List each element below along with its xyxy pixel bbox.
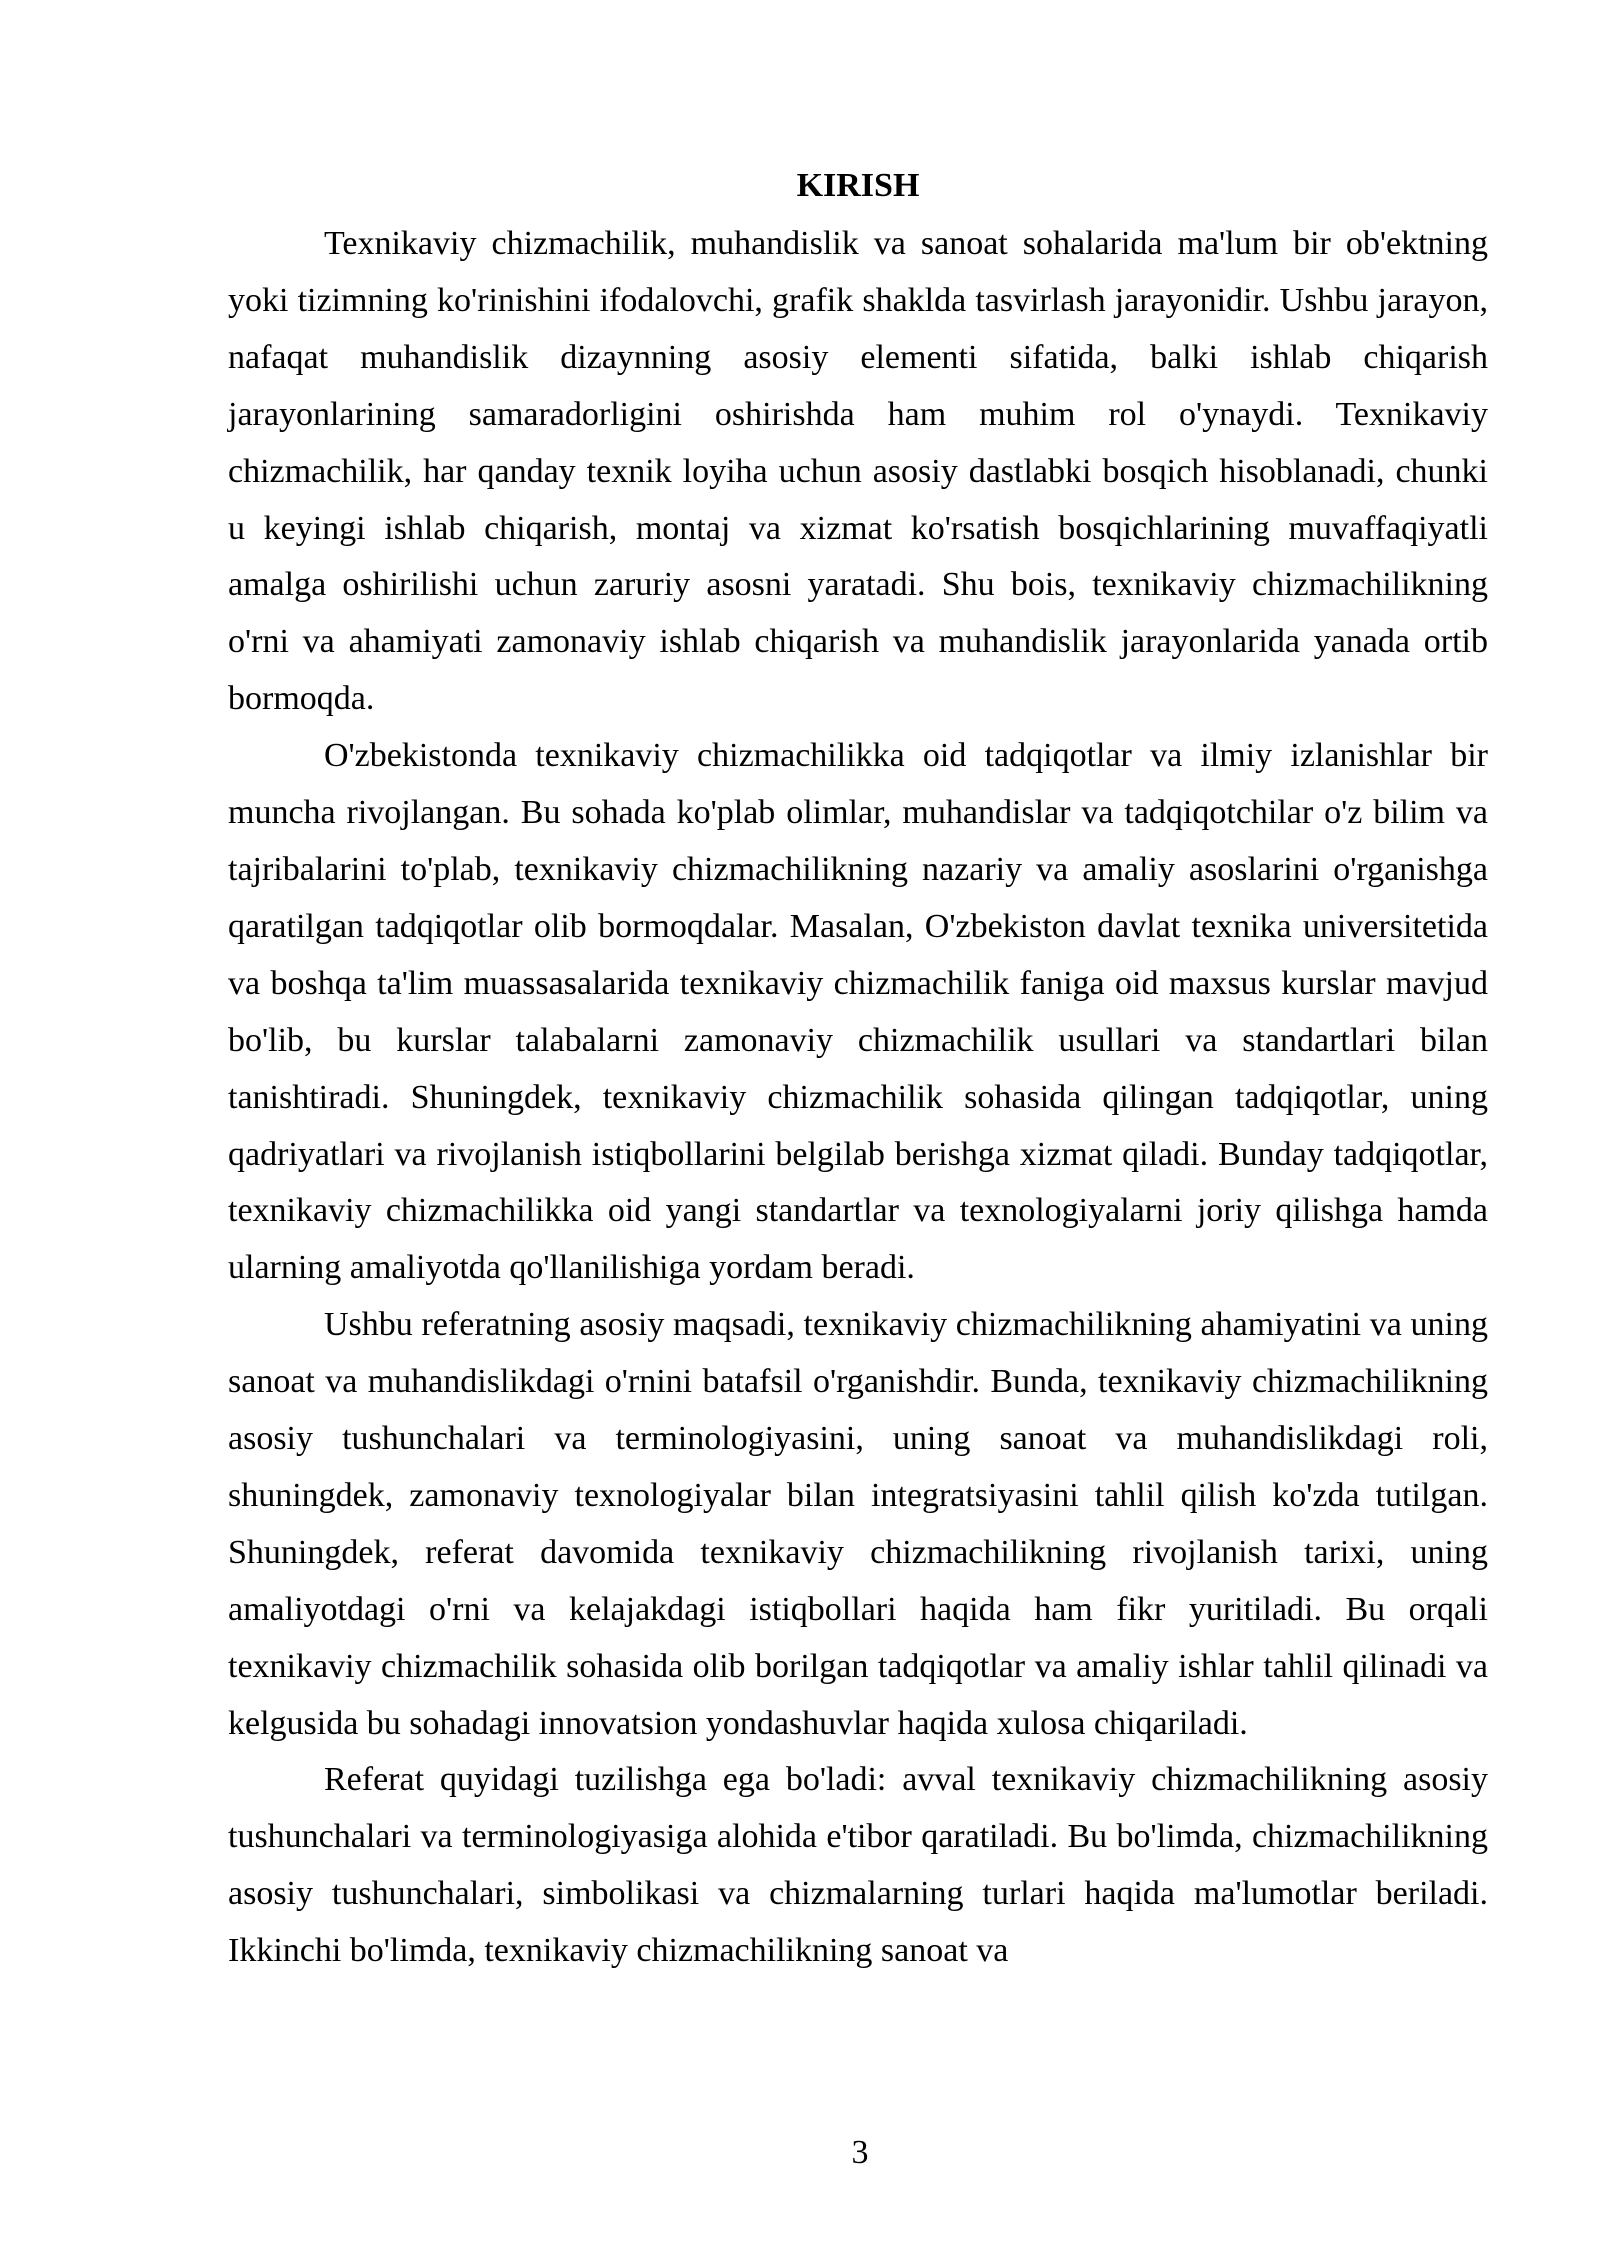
paragraph-3: Ushbu referatning asosiy maqsadi, texnikaviy chizmachilikning ahamiyatini va uning sanoat va muhandislikdagi o'rnini batafsil o'rganishdir. Bunda, texnikaviy chizmachilikning asosiy tushunchalari va terminologiyasini, uning sanoat va muhandislikdagi roli, shuningdek, zamonaviy texnologiyalar bilan integratsiyasini tahlil qilish ko'zda tutilgan. Shuningdek, referat davomida texnikaviy chizmachilikning rivojlanish tarixi, uning amaliyotdagi o'rni va kelajakdagi istiqbollari haqida ham fikr yuritiladi. Bu orqali texnikaviy chizmachilik sohasida olib borilgan tadqiqotlar va amaliy ishlar tahlil qilinadi va kelgusida bu sohadagi innovatsion yondashuvlar haqida xulosa chiqariladi.	[228, 1306, 1488, 1742]
page-content	[228, 160, 1488, 1980]
paragraph-2: O'zbekistonda texnikaviy chizmachilikka oid tadqiqotlar va ilmiy izlanishlar bir muncha rivojlangan. Bu sohada ko'plab olimlar, muhandislar va tadqiqotchilar o'z bilim va tajribalarini to'plab, texnikaviy chizmachilikning nazariy va amaliy asoslarini o'rganishga qaratilgan tadqiqotlar olib bormoqdalar. Masalan, O'zbekiston davlat texnika universitetida va boshqa ta'lim muassasalarida texnikaviy chizmachilik faniga oid maxsus kurslar mavjud bo'lib, bu kurslar talabalarni zamonaviy chizmachilik usullari va standartlari bilan tanishtiradi. Shuningdek, texnikaviy chizmachilik sohasida qilingan tadqiqotlar, uning qadriyatlari va rivojlanish istiqbollarini belgilab berishga xizmat qiladi. Bunday tadqiqotlar, texnikaviy chizmachilikka oid yangi standartlar va texnologiyalarni joriy qilishga hamda ularning amaliyotda qo'llanilishiga yordam beradi.	[228, 737, 1488, 1287]
paragraph-4: Referat quyidagi tuzilishga ega bo'ladi: avval texnikaviy chizmachilikning asosiy tushunchalari va terminologiyasiga alohida e'tibor qaratiladi. Bu bo'limda, chizmachilikning asosiy tushunchalari, simbolikasi va chizmalarning turlari haqida ma'lumotlar beriladi. Ikkinchi bo'limda, texnikaviy chizmachilikning sanoat va	[228, 1761, 1488, 1970]
paragraph-1: Texnikaviy chizmachilik, muhandislik va sanoat sohalarida ma'lum bir ob'ektning yoki tizimning ko'rinishini ifodalovchi, grafik shaklda tasvirlash jarayonidir. Ushbu jarayon, nafaqat muhandislik dizaynning asosiy elementi sifatida, balki ishlab chiqarish jarayonlarining samaradorligini oshirishda ham muhim rol o'ynaydi. Texnikaviy chizmachilik, har qanday texnik loyiha uchun asosiy dastlabki bosqich hisoblanadi, chunki u keyingi ishlab chiqarish, montaj va xizmat ko'rsatish bosqichlarining muvaffaqiyatli amalga oshirilishi uchun zaruriy asosni yaratadi. Shu bois, texnikaviy chizmachilikning o'rni va ahamiyati zamonaviy ishlab chiqarish va muhandislik jarayonlarida yanada ortib bormoqda.	[228, 225, 1488, 718]
page-number: 3	[851, 2134, 869, 2171]
page-title: KIRISH	[796, 167, 920, 204]
